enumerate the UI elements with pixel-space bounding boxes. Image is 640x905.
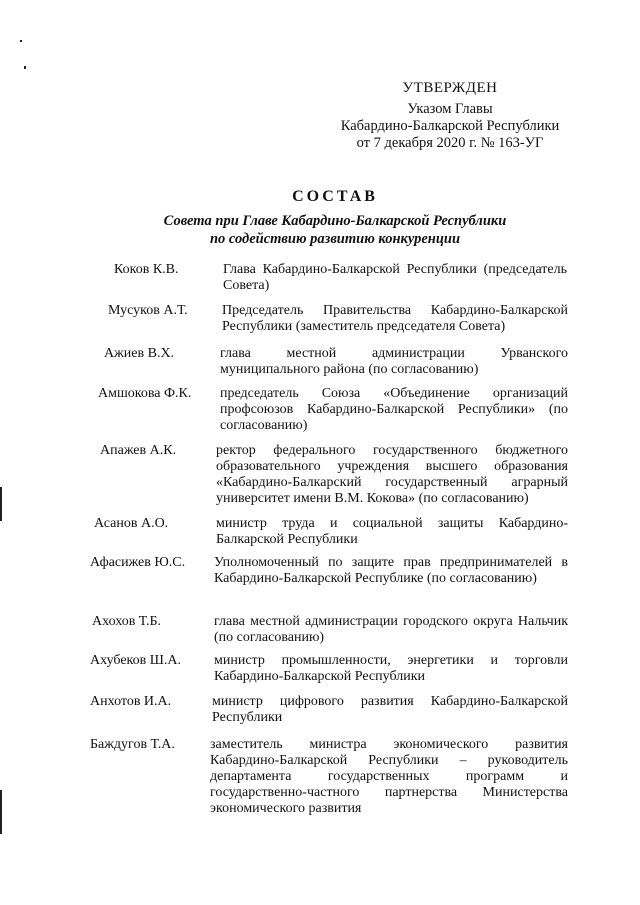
scan-edge-mark — [0, 790, 2, 834]
member-role: министр промышленности, энергетики и торговли Кабардино-Балкарской Республики — [214, 653, 568, 684]
member-name: Коков К.В. — [114, 262, 179, 277]
member-name: Мусуков А.Т. — [108, 303, 188, 318]
scan-edge-mark — [0, 487, 2, 521]
member-name: Афасижев Ю.С. — [90, 555, 186, 570]
scan-speck — [24, 66, 26, 69]
approval-line: от 7 декабря 2020 г. № 163-УГ — [356, 135, 544, 151]
member-name: Ахубеков Ш.А. — [90, 653, 181, 668]
member-role: председатель Союза «Объединение организаций профсоюзов Кабардино-Балкарской Республики» (по согласованию) — [220, 386, 568, 433]
member-role: Председатель Правительства Кабардино-Балкарской Республики (заместитель председателя Совета) — [222, 303, 568, 334]
approval-stamp — [330, 80, 570, 152]
member-name: Ахохов Т.Б. — [92, 614, 161, 629]
title-line: по содействию развитию конкуренции — [209, 231, 461, 247]
member-name: Анхотов И.А. — [90, 694, 172, 709]
member-role: заместитель министра экономического развития Кабардино-Балкарской Республики – руководитель департамента государственных программ и государственно-частного партнерства Министерства экономического развития — [210, 737, 568, 816]
member-role: глава местной администрации Урванского муниципального района (по согласованию) — [220, 346, 568, 377]
member-role: Глава Кабардино-Балкарской Республики (председатель Совета) — [223, 262, 567, 293]
member-name: Амшокова Ф.К. — [98, 386, 192, 401]
member-name: Асанов А.О. — [94, 516, 169, 531]
approval-heading: УТВЕРЖДЕН — [402, 80, 498, 96]
member-role: ректор федерального государственного бюджетного образовательного учреждения высшего образования «Кабардино-Балкарский государственный аграрный университет имени В.М. Кокова» (по согласованию) — [216, 443, 568, 506]
member-role: министр цифрового развития Кабардино-Балкарской Республики — [212, 694, 568, 725]
member-name: Апажев А.К. — [100, 443, 177, 458]
title-word: СОСТАВ — [292, 188, 378, 205]
approval-line: Указом Главы — [407, 101, 493, 117]
member-name: Ажиев В.Х. — [104, 346, 175, 361]
document-title — [120, 188, 550, 248]
approval-line: Кабардино-Балкарской Республики — [340, 118, 560, 134]
scan-speck — [20, 40, 22, 42]
member-name: Баждугов Т.А. — [90, 737, 175, 752]
member-role: Уполномоченный по защите прав предпринимателей в Кабардино-Балкарской Республике (по согласованию) — [214, 555, 568, 586]
title-line: Совета при Главе Кабардино-Балкарской Республики — [163, 213, 507, 229]
member-role: глава местной администрации городского округа Нальчик (по согласованию) — [214, 614, 568, 645]
member-role: министр труда и социальной защиты Кабардино-Балкарской Республики — [216, 516, 568, 547]
